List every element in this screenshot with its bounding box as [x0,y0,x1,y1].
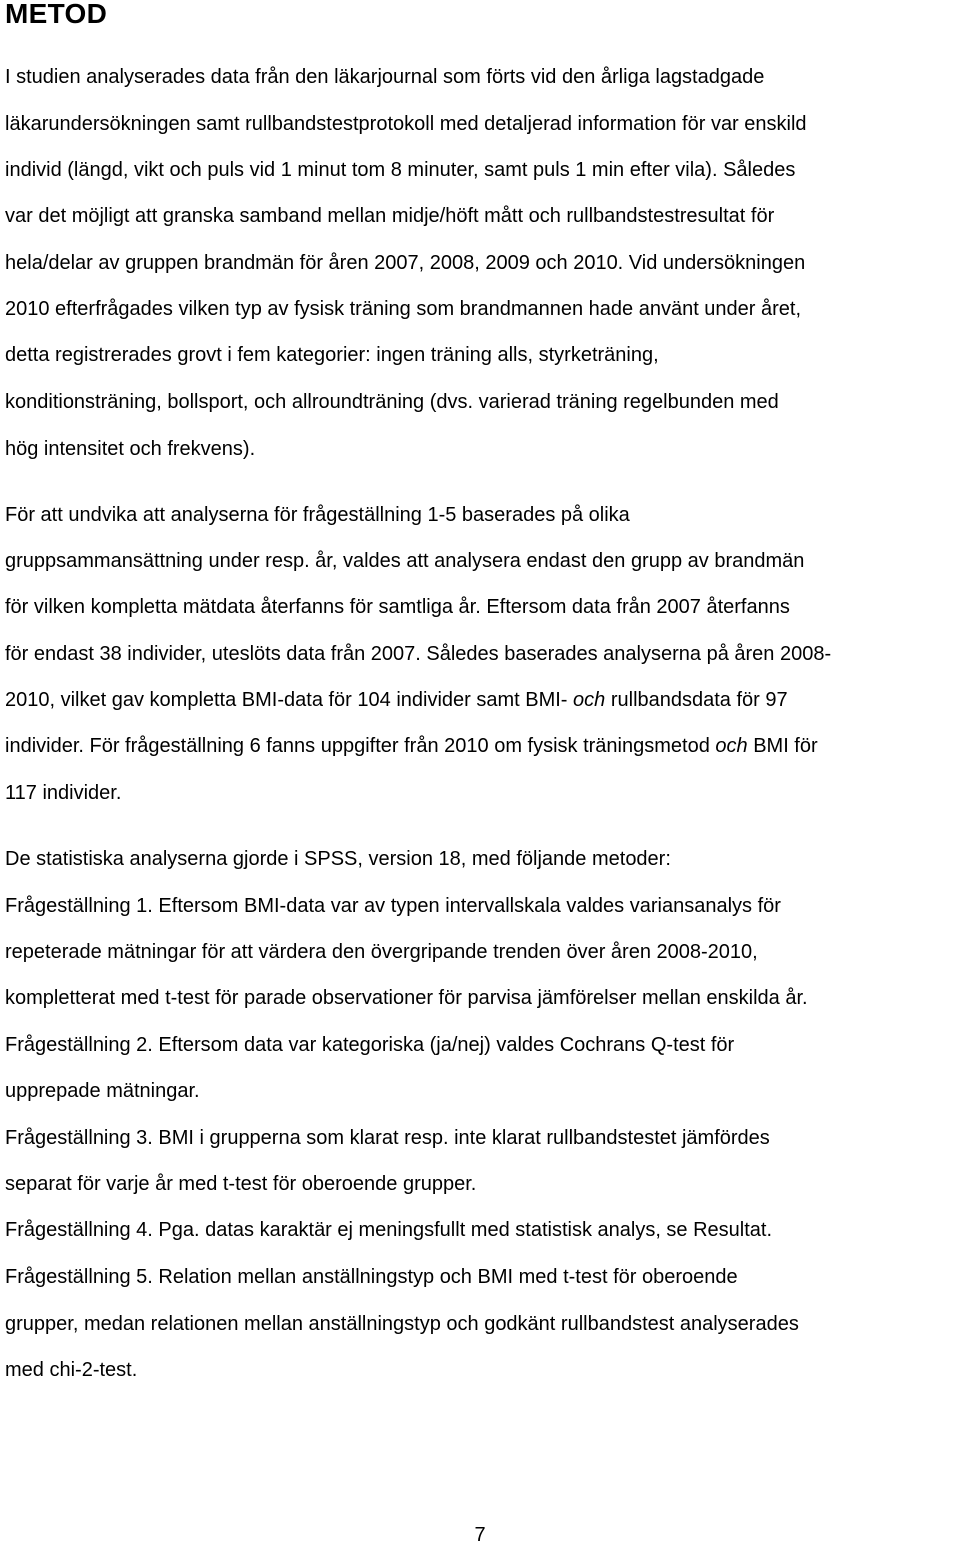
paragraph-3-line: De statistiska analyserna gjorde i SPSS, version 18, med följande metoder: [5,848,671,870]
paragraph-2-line: 117 individer. [5,782,122,804]
paragraph-3-line: Frågeställning 2. Eftersom data var kategoriska (ja/nej) valdes Cochrans Q-test för [5,1034,735,1056]
emphasis-text: och [715,735,748,757]
paragraph-3-line: repeterade mätningar för att värdera den övergripande trenden över åren 2008-2010, [5,941,758,963]
text-run: BMI för [747,735,818,757]
paragraph-1-line: hela/delar av gruppen brandmän för åren 2007, 2008, 2009 och 2010. Vid undersökningen [5,252,806,274]
emphasis-text: och [573,689,606,711]
paragraph-1-line: detta registrerades grovt i fem kategorier: ingen träning alls, styrketräning, [5,344,659,366]
paragraph-3-line: Frågeställning 3. BMI i grupperna som klarat resp. inte klarat rullbandstestet jämfördes [5,1127,770,1149]
paragraph-2-line: för vilken kompletta mätdata återfanns för samtliga år. Eftersom data från 2007 återfanns [5,596,790,618]
page-number: 7 [474,1524,486,1546]
paragraph-2-line [5,687,788,713]
paragraph-2-line: För att undvika att analyserna för frågeställning 1-5 baserades på olika [5,504,630,526]
section-heading: METOD [5,0,108,29]
paragraph-3-line: separat för varje år med t-test för oberoende grupper. [5,1173,477,1195]
paragraph-2-line: för endast 38 individer, uteslöts data från 2007. Således baserades analyserna på åren 2008- [5,643,832,665]
paragraph-1-line: hög intensitet och frekvens). [5,438,256,460]
paragraph-1-line: individ (längd, vikt och puls vid 1 minut tom 8 minuter, samt puls 1 min efter vila). Således [5,159,796,181]
paragraph-3-line: Frågeställning 5. Relation mellan anställningstyp och BMI med t-test för oberoende [5,1266,738,1288]
paragraph-1-line: 2010 efterfrågades vilken typ av fysisk träning som brandmannen hade använt under året, [5,298,802,320]
paragraph-3-line: upprepade mätningar. [5,1080,200,1102]
paragraph-1-line: konditionsträning, bollsport, och allroundträning (dvs. varierad träning regelbunden med [5,391,779,413]
paragraph-3-line: med chi-2-test. [5,1359,138,1381]
paragraph-3-line: kompletterat med t-test för parade observationer för parvisa jämförelser mellan enskilda år. [5,987,808,1009]
paragraph-3-line: Frågeställning 1. Eftersom BMI-data var av typen intervallskala valdes variansanalys för [5,895,781,917]
paragraph-1-line: var det möjligt att granska samband mellan midje/höft mått och rullbandstestresultat för [5,205,775,227]
paragraph-3-line: Frågeställning 4. Pga. datas karaktär ej meningsfullt med statistisk analys, se Resultat. [5,1219,773,1241]
paragraph-2-line: gruppsammansättning under resp. år, valdes att analysera endast den grupp av brandmän [5,550,805,572]
paragraph-1-line: I studien analyserades data från den läkarjournal som förts vid den årliga lagstadgade [5,66,765,88]
paragraph-2-line [5,733,818,759]
text-run: rullbandsdata för 97 [605,689,788,711]
text-run: individer. För frågeställning 6 fanns uppgifter från 2010 om fysisk träningsmetod [5,735,716,757]
paragraph-1-line: läkarundersökningen samt rullbandstestprotokoll med detaljerad information för var enskild [5,113,807,135]
paragraph-3-line: grupper, medan relationen mellan anställningstyp och godkänt rullbandstest analyserades [5,1313,799,1335]
text-run: 2010, vilket gav kompletta BMI-data för 104 individer samt BMI- [5,689,574,711]
